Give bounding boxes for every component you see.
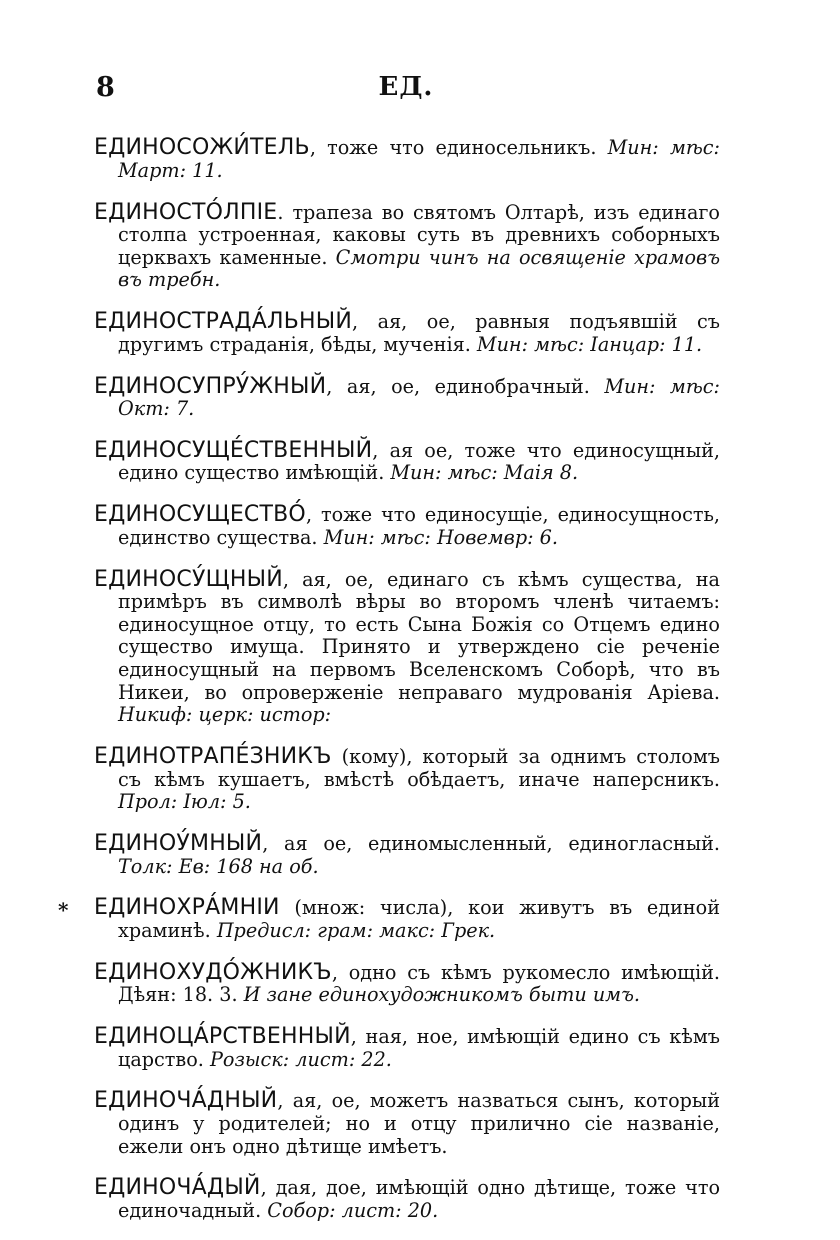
entry-definition: , ая, ое, можетъ назваться сынъ, который одинъ у родителей; но и отцу прилично сіе названіе, ежели онъ одно дѣтище имѣетъ. xyxy=(118,1089,720,1158)
entry-headword: ЕДИНОЦА́РСТВЕННЫЙ xyxy=(94,1024,351,1050)
dictionary-entry xyxy=(94,1090,720,1158)
entry-definition: , тоже что единосущіе, единосущность, единство существа. xyxy=(118,503,720,549)
entry-headword: ЕДИНОСУЩЕ́СТВЕННЫЙ xyxy=(94,437,373,463)
entry-headword: ЕДИНОСУПРУ́ЖНЫЙ xyxy=(94,373,327,399)
entry-definition: (кому), который за однимъ столомъ съ кѣмъ кушаетъ, вмѣстѣ обѣдаетъ, иначе наперсникъ. xyxy=(118,744,720,791)
entry-definition: , дая, дое, имѣющій одно дѣтище, тоже что единочадный. xyxy=(118,1176,720,1222)
entry-reference: Толк: Ев: 168 на об. xyxy=(118,854,319,878)
entry-headword: ЕДИНОЧА́ДЫЙ xyxy=(94,1175,261,1201)
dictionary-entry xyxy=(94,830,720,878)
entries-list xyxy=(58,118,720,1240)
running-head: ЕД. xyxy=(378,72,434,102)
entry-headword: ЕДИНОУ́МНЫЙ xyxy=(94,830,263,856)
dictionary-entry xyxy=(94,437,720,485)
entry-reference: Никиф: церк: истор: xyxy=(118,703,332,727)
dictionary-entry xyxy=(94,1026,720,1071)
entry-headword: ЕДИНОСУЩЕСТВО́ xyxy=(94,502,306,528)
entry-headword: ЕДИНОТРАПЕ́ЗНИКЪ xyxy=(94,743,332,769)
page-number: 8 xyxy=(96,72,115,103)
entry-definition: , ая, ое, единобрачный. xyxy=(326,374,605,398)
dictionary-entry xyxy=(94,743,720,814)
entry-reference: Мин: мѣс: Март: 11. xyxy=(118,136,720,182)
dictionary-entry xyxy=(94,504,720,549)
entry-definition: , ая, ое, равныя подъявшій съ другимъ страданія, бѣды, мученія. xyxy=(118,310,720,356)
dictionary-entry xyxy=(94,311,720,356)
dictionary-entry xyxy=(94,137,720,182)
entry-definition: , тоже что единосельникъ. xyxy=(309,136,608,160)
entry-headword: ЕДИНОХУДО́ЖНИКЪ xyxy=(94,959,332,985)
dictionary-entry: * ЕДИНОХРА́МНІИ (множ: числа), кои живутъ въ единой храминѣ. Предисл: грам: макс: Грек. xyxy=(58,895,720,942)
entry-reference: Мин: мѣс: Окт: 7. xyxy=(118,374,720,421)
entry-reference: Мин: мѣс: Новемвр: 6. xyxy=(323,525,558,549)
entry-reference: Прол: Іюл: 5. xyxy=(118,790,251,814)
entry-definition: , ая ое, единомысленный, единогласный. xyxy=(262,831,720,855)
entry-definition: , ая, ое, единаго съ кѣмъ существа, на примѣръ въ символѣ вѣры во второмъ членѣ читаемъ: единосущное отцу, то есть Сына Божія со Отцемъ едино существо имуща. Принято и утверждено сіе реченіе единосущный на первомъ Вселенскомъ Соборѣ, что въ Никеи, во опроверженіе неправаго мудрованія Аріева. xyxy=(118,567,720,704)
entry-reference: Смотри чинъ на освященіе храмовъ въ требн. xyxy=(118,245,720,292)
dictionary-entry xyxy=(94,373,720,421)
entry-reference: Мин: мѣс: Маія 8. xyxy=(390,461,579,485)
dictionary-entry xyxy=(94,959,720,1007)
page-header xyxy=(96,72,716,108)
entry-definition: , одно съ кѣмъ рукомесло имѣющій. Дѣян: 18. 3. xyxy=(118,960,720,1007)
entry-definition: , ная, ное, имѣющій едино съ кѣмъ царство. xyxy=(118,1025,720,1071)
entry-headword: ЕДИНОСТРАДА́ЛЬНЫЙ xyxy=(94,309,353,335)
entry-reference: И зане единохудожникомъ быти имъ. xyxy=(243,983,640,1007)
dictionary-entry xyxy=(94,199,720,292)
entry-definition: . трапеза во святомъ Олтарѣ, изъ единаго столпа устроенная, каковы суть въ древнихъ соборныхъ церквахъ каменные. xyxy=(118,200,720,269)
entry-headword: ЕДИНОСУ́ЩНЫЙ xyxy=(94,566,283,592)
entry-reference: Розыск: лист: 22. xyxy=(209,1047,392,1071)
entry-headword: ЕДИНОСОЖИ́ТЕЛЬ xyxy=(94,135,310,161)
entry-reference: Собор: лист: 20. xyxy=(267,1199,439,1222)
entry-headword: ЕДИНОХРА́МНІИ xyxy=(94,895,280,921)
entry-headword: ЕДИНОСТО́ЛПІЕ xyxy=(94,199,278,225)
dictionary-entry xyxy=(94,1177,720,1222)
entry-reference: Мин: мѣс: Іанцар: 11. xyxy=(476,332,703,356)
entry-definition: (множ: числа), кои живутъ въ единой храминѣ. xyxy=(118,896,720,942)
dictionary-entry xyxy=(94,566,720,727)
entry-definition: , ая ое, тоже что единосущный, едино существо имѣющій. xyxy=(118,438,720,485)
entry-headword: ЕДИНОЧА́ДНЫЙ xyxy=(94,1088,278,1114)
entry-reference: Предисл: грам: макс: Грек. xyxy=(216,918,496,942)
